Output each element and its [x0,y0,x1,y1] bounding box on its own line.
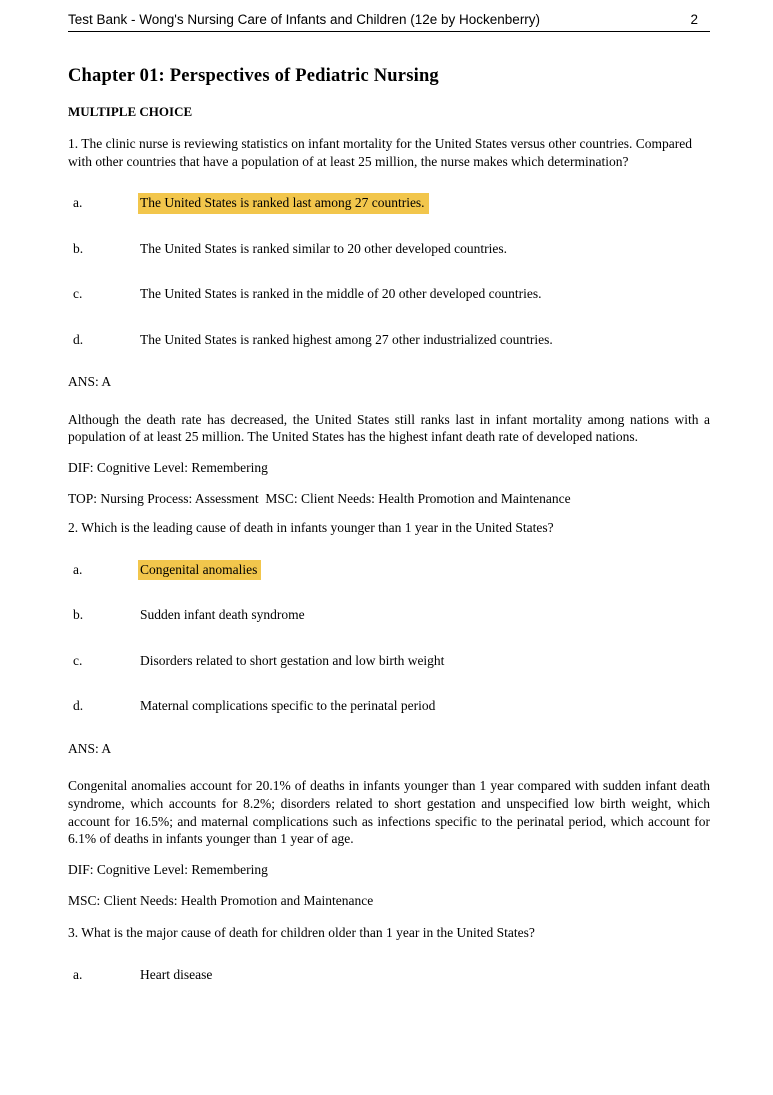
option-row [68,285,710,303]
option-text: Maternal complications specific to the perinatal period [140,698,436,714]
page-number: 2 [690,12,698,27]
option-row [68,561,710,579]
header-title: Test Bank - Wong's Nursing Care of Infants and Children (12e by Hockenberry) [68,12,541,27]
option-letter: a. [73,966,83,982]
option-row [68,606,710,624]
meta-line-msc: MSC: Client Needs: Health Promotion and Maintenance [68,892,374,908]
option-text [140,561,710,579]
option-letter: c. [73,652,83,668]
option-text: The United States is ranked in the middle of 20 other developed countries. [140,286,542,301]
option-text: Disorders related to short gestation and low birth weight [140,652,445,668]
option-letter: b. [73,240,84,256]
option-row [68,240,710,258]
page-header [68,12,710,32]
meta-line-dif: DIF: Cognitive Level: Remembering [68,460,268,476]
option-letter: b. [73,607,84,623]
question-block-1 [68,135,710,507]
chapter-title: Chapter 01: Perspectives of Pediatric Nursing [68,66,439,86]
option-text: The United States is ranked highest among 27 other industrialized countries. [140,331,553,347]
question-block-2 [68,519,710,909]
meta-line-dif: DIF: Cognitive Level: Remembering [68,862,268,878]
question-1-options [68,194,710,348]
meta-line-top-msc: TOP: Nursing Process: Assessment MSC: Client Needs: Health Promotion and Maintenance [68,490,571,506]
option-row [68,652,710,670]
section-label: MULTIPLE CHOICE [68,104,193,119]
question-2-text: 2. Which is the leading cause of death in infants younger than 1 year in the United States? [68,520,554,536]
question-1-text: 1. The clinic nurse is reviewing statistics on infant mortality for the United States versus other countries. Compared with other countries that have a population of at least 25 million, the nurse makes which determination? [68,136,692,169]
option-letter: d. [73,331,84,347]
question-3-text: 3. What is the major cause of death for children older than 1 year in the United States? [68,925,535,941]
question-2-options [68,561,710,715]
option-row [68,331,710,349]
option-letter: a. [73,561,83,577]
question-3-options [68,966,710,984]
answer-label: ANS: A [68,740,112,756]
highlighted-answer: The United States is ranked last among 27 countries. [138,193,429,214]
question-block-3 [68,924,710,983]
option-text: The United States is ranked similar to 20 other developed countries. [140,240,508,256]
option-row [68,194,710,212]
option-letter: c. [73,286,83,301]
rationale-text: Although the death rate has decreased, the United States still ranks last in infant mortality among nations with a population of at least 25 million. The United States has the highest infant death rate of developed nations. [68,411,710,445]
option-letter: a. [73,195,83,210]
highlighted-answer: Congenital anomalies [138,560,261,581]
option-text [140,194,710,212]
option-text: Sudden infant death syndrome [140,607,305,623]
answer-label: ANS: A [68,374,112,389]
option-row [68,697,710,715]
rationale-text: Congenital anomalies account for 20.1% of deaths in infants younger than 1 year compared with sudden infant death syndrome, which accounts for 8.2%; disorders related to short gestation and unspecified low birth weight, which account for 16.5%; and maternal complications such as infections specific to the perinatal period, which account for 6.1% of deaths in infants younger than 1 year of age. [68,778,710,847]
option-row [68,966,710,984]
option-letter: d. [73,698,84,714]
option-text: Heart disease [140,966,213,982]
